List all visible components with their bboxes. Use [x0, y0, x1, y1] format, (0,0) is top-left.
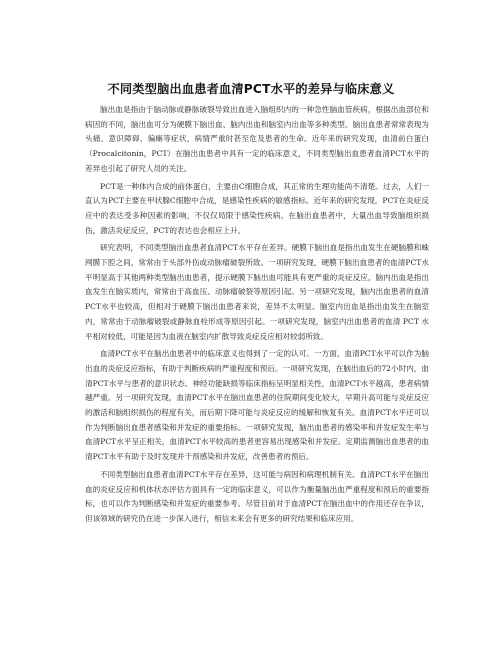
paragraph-1: 脑出血是指由于脑动脉或静脉破裂导致出血进入脑组织内的一种急性脑血管疾病，根据出血部位和病因的不同，脑出血可分为硬膜下脑出血、脑内出血和脑室内出血等多种类型。脑出血患者常常表现为头痛、意识障碍、偏瘫等症状，病情严重时甚至危及患者的生命。近年来的研究发现，血清前白蛋白（Procalcitonin，PCT）在脑出血患者中具有一定的临床意义，不同类型脑出血患者血清PCT水平的差异也引起了研究人员的关注。	[85, 105, 429, 173]
paragraph-5: 不同类型脑出血患者血清PCT水平存在差异，这可能与病因和病理机制有关。血清PCT水平在脑出血的炎症反应和机体状态评估方面具有一定的临床意义，可以作为衡量脑出血严重程度和预后的重要指标，也可以作为判断感染和并发症的重要参考。尽管目前对于血清PCT在脑出血中的作用还存在争议，但该领域的研究仍在进一步深入进行，相信未来会有更多的研究结果和临床应用。	[85, 469, 429, 523]
paragraph-3: 研究表明，不同类型脑出血患者血清PCT水平存在差异。硬膜下脑出血是指出血发生在硬脑膜和蛛网膜下腔之间，常常由于头部外伤或动脉瘤破裂所致。一项研究发现，硬膜下脑出血患者的血清PCT水平明显高于其他两种类型脑出血患者，提示硬膜下脑出血可能具有更严重的炎症反应。脑内出血是指出血发生在脑实质内，常常由于高血压、动脉瘤破裂等原因引起。另一项研究发现，脑内出血患者的血清PCT水平也较高，但相对于硬膜下脑出血患者来说，差异不太明显。脑室内出血是指出血发生在脑室内，常常由于动脉瘤破裂或静脉血栓形成等原因引起。一项研究发现，脑室内出血患者的血清 PCT 水平相对较低，可能是因为血液在脑室内扩散导致炎症反应相对较弱所致。	[85, 243, 429, 341]
document-title: 不同类型脑出血患者血清PCT水平的差异与临床意义	[107, 82, 395, 96]
paragraph-4: 血清PCT水平在脑出血患者中的临床意义也得到了一定的认可。一方面，血清PCT水平可以作为脑出血的炎症反应指标，有助于判断疾病的严重程度和预后。一项研究发现，在脑出血后的72小时内，血清PCT水平与患者的意识状态、神经功能缺损等临床指标呈明显相关性，血清PCT水平越高，患者病情越严重。另一项研究发现，血清PCT水平在脑出血患者的住院期间变化较大，早期升高可能与炎症反应的激活和脑组织损伤的程度有关，而后期下降可能与炎症反应的缓解和恢复有关。血清PCT水平还可以作为判断脑出血患者感染和并发症的重要指标。一项研究发现，脑出血患者的感染率和并发症发生率与血清PCT水平呈正相关，血清PCT水平较高的患者更容易出现感染和并发症。定期监测脑出血患者的血清PCT水平有助于及时发现并干预感染和并发症，改善患者的预后。	[85, 349, 429, 462]
document-body	[85, 103, 429, 527]
paragraph-2: PCT是一种体内合成的前体蛋白，主要由C细胞合成，其正常的生理功能尚不清楚。过去，人们一直认为PCT主要在甲状腺C细胞中合成，是感染性疾病的敏感指标。近年来的研究发现，PCT在炎症反应中的表达受多种因素的影响，不仅仅局限于感染性疾病。在脑出血患者中，大量出血导致脑组织损伤，激活炎症反应，PCT的表达也会相应上升。	[85, 181, 429, 235]
